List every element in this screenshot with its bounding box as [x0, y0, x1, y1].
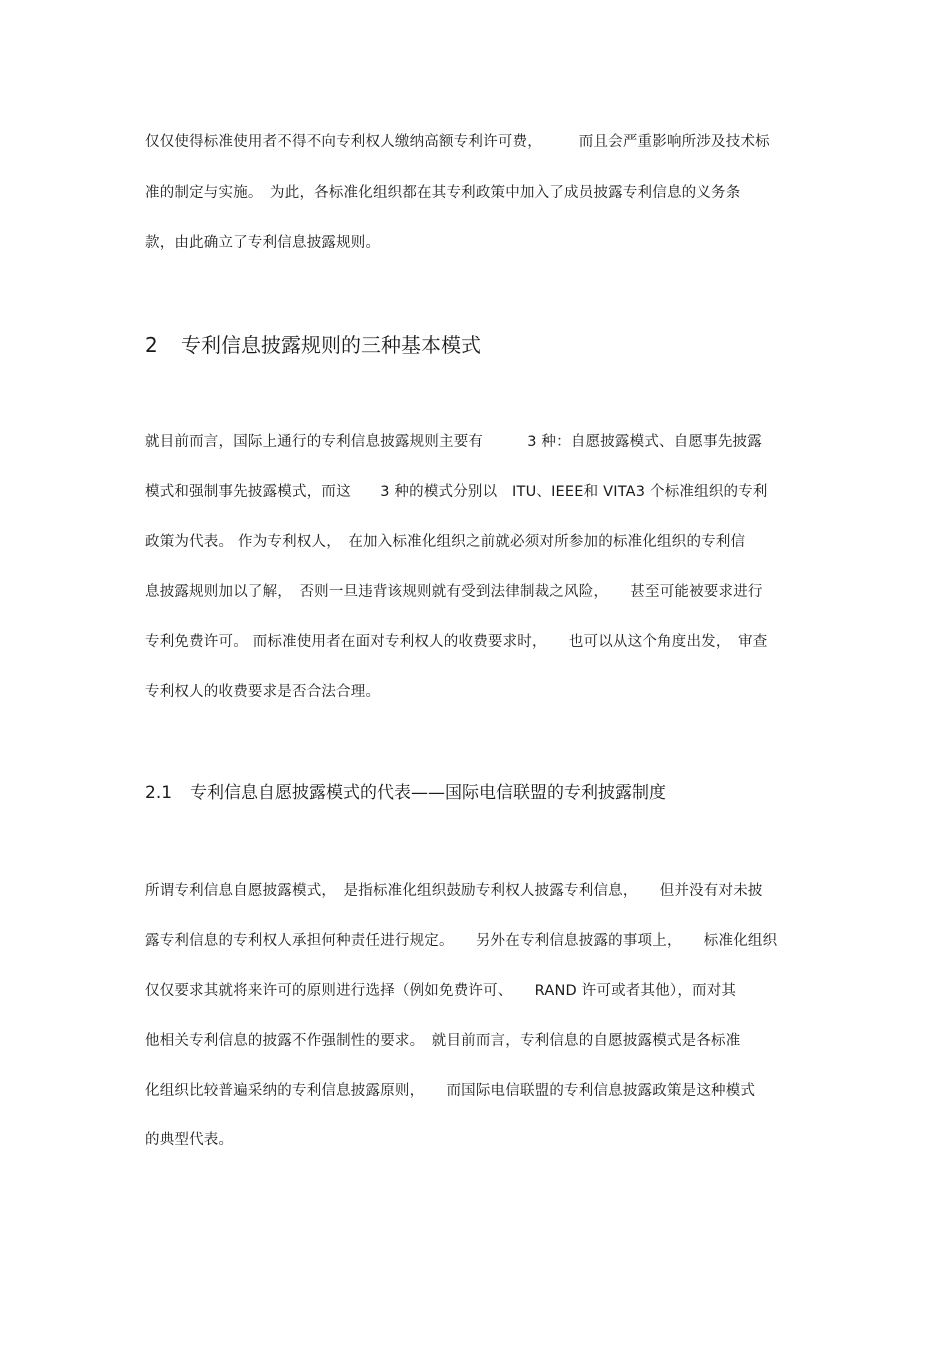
paragraph-1-line-2: 准的制定与实施。 为此，各标准化组织都在其专利政策中加入了成员披露专利信息的义务条 — [145, 185, 741, 201]
paragraph-1-line-1: 仅仅使得标准使用者不得不向专利权人缴纳高额专利许可费， 而且会严重影响所涉及技术标 — [145, 134, 770, 150]
paragraph-3-line-5: 化组织比较普遍采纳的专利信息披露原则， 而国际电信联盟的专利信息披露政策是这种模式 — [145, 1083, 756, 1099]
section-2-1-title: 专利信息自愿披露模式的代表——国际电信联盟的专利披露制度 — [190, 783, 666, 803]
paragraph-2-line-6: 专利权人的收费要求是否合法合理。 — [145, 684, 381, 700]
paragraph-3-line-6: 的典型代表。 — [145, 1132, 234, 1148]
section-2-number: 2 — [145, 333, 158, 357]
paragraph-2-line-2: 模式和强制事先披露模式，而这 3 种的模式分别以 ITU、IEEE和 VITA3 个标准组织的专利 — [145, 484, 768, 500]
section-2-1-heading — [145, 781, 666, 805]
paragraph-3-line-2: 露专利信息的专利权人承担何种责任进行规定。 另外在专利信息披露的事项上， 标准化组织 — [145, 933, 778, 949]
paragraph-2-line-5: 专利免费许可。 而标准使用者在面对专利权人的收费要求时， 也可以从这个角度出发， 审查 — [145, 634, 768, 650]
paragraph-1-line-3: 款，由此确立了专利信息披露规则。 — [145, 235, 381, 251]
section-2-title: 专利信息披露规则的三种基本模式 — [181, 333, 481, 357]
paragraph-3-line-4: 他相关专利信息的披露不作强制性的要求。 就目前而言，专利信息的自愿披露模式是各标准 — [145, 1033, 741, 1049]
paragraph-2-line-3: 政策为代表。 作为专利权人， 在加入标准化组织之前就必须对所参加的标准化组织的专利信 — [145, 534, 746, 550]
section-2-1-number: 2.1 — [145, 783, 173, 803]
paragraph-2-line-4: 息披露规则加以了解， 否则一旦违背该规则就有受到法律制裁之风险， 甚至可能被要求进行 — [145, 584, 763, 600]
paragraph-3-line-3: 仅仅要求其就将来许可的原则进行选择（例如免费许可、 RAND 许可或者其他），而对其 — [145, 983, 737, 999]
paragraph-2-line-1: 就目前而言，国际上通行的专利信息披露规则主要有 3 种：自愿披露模式、自愿事先披露 — [145, 434, 762, 450]
paragraph-3-line-1: 所谓专利信息自愿披露模式， 是指标准化组织鼓励专利权人披露专利信息， 但并没有对未披 — [145, 883, 763, 899]
section-2-heading — [145, 332, 481, 358]
